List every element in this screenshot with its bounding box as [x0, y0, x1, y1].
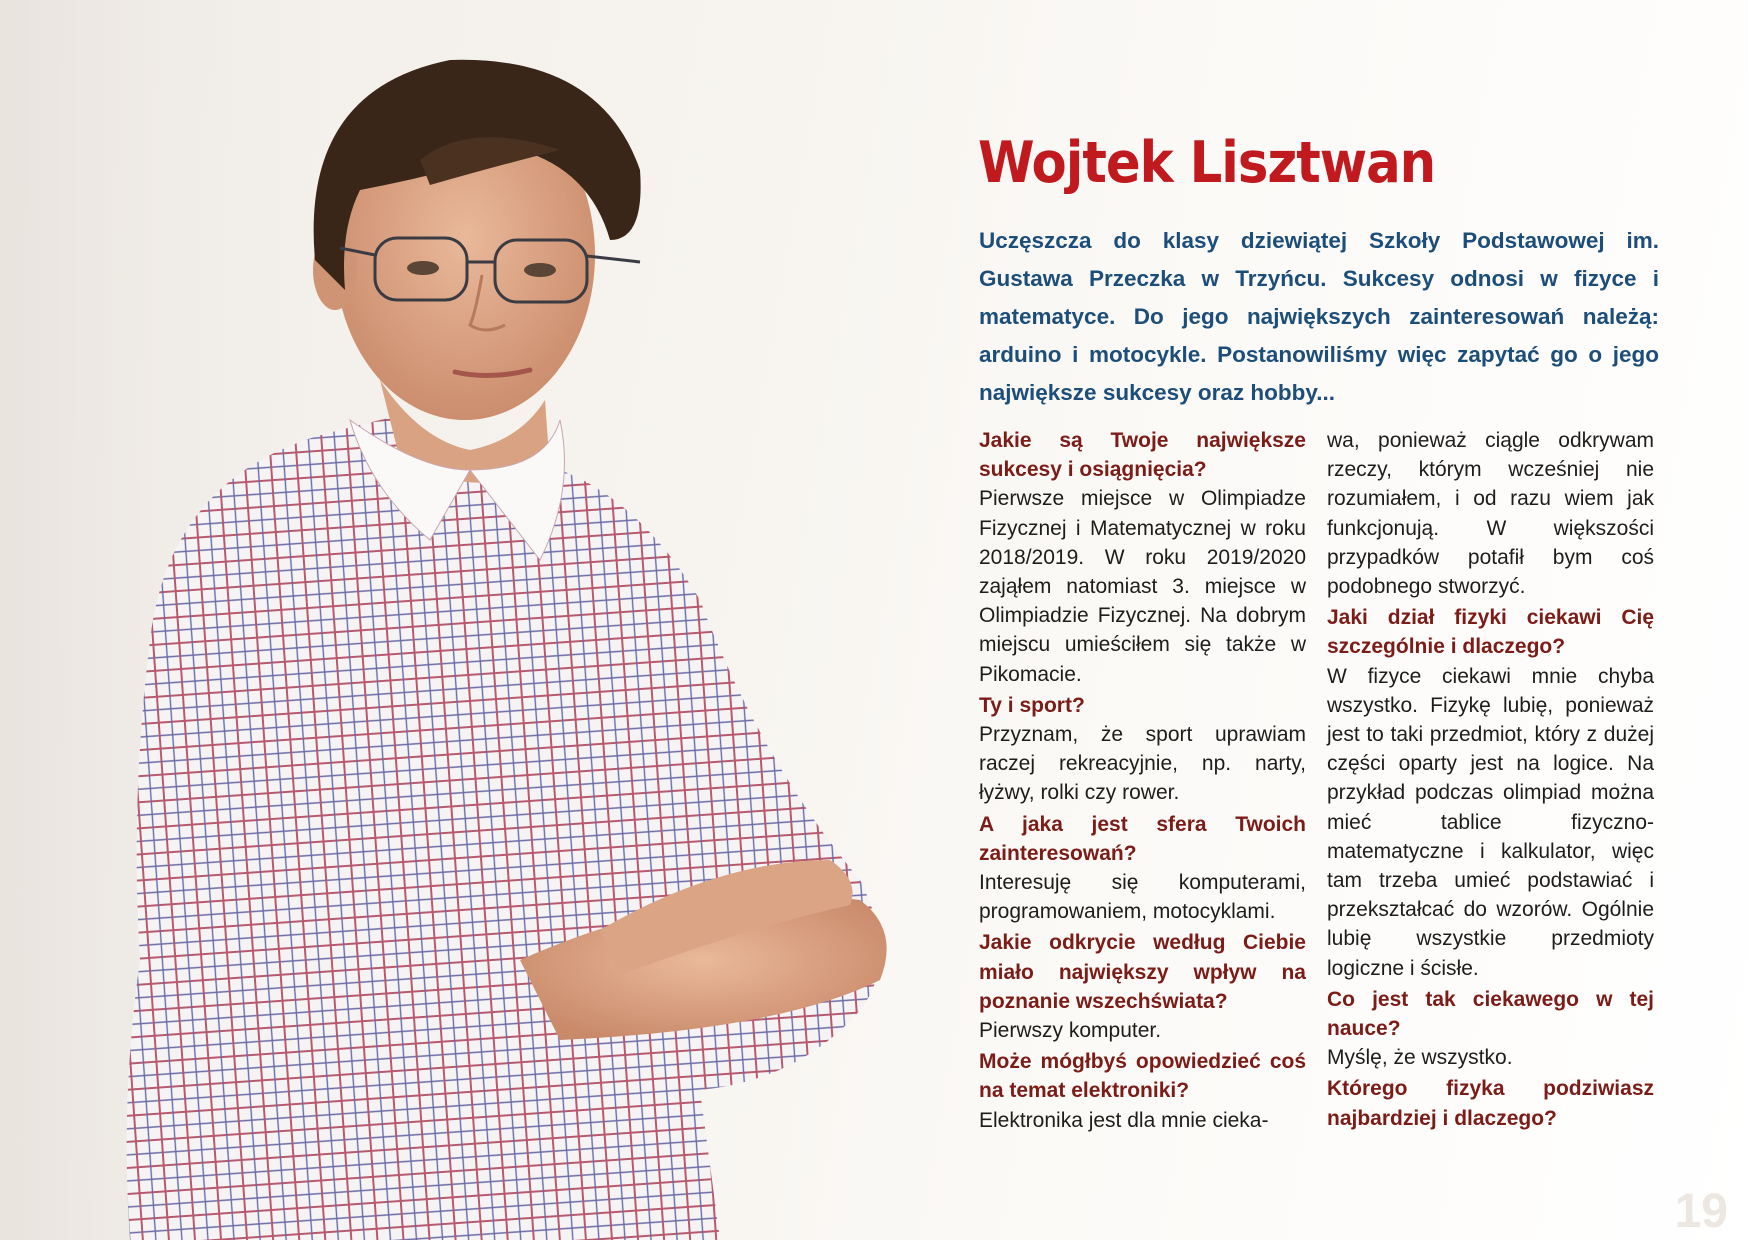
- interview-column-left: [979, 426, 1306, 1137]
- interview-question: Jakie są Twoje największe sukcesy i osiągnięcia?: [979, 429, 1306, 482]
- interview-answer: Myślę, że wszystko.: [1327, 1046, 1513, 1070]
- interview-answer: wa, ponieważ ciągle odkrywam rzeczy, którym wcześniej nie rozumiałem, i od razu wiem jak funkcjonują. W większości przypadków potafił bym coś podobnego stworzyć.: [1327, 429, 1654, 599]
- interview-answer: Pierwszy komputer.: [979, 1019, 1162, 1043]
- interview-question: Którego fizyka podziwiasz najbardziej i dlaczego?: [1327, 1077, 1654, 1130]
- interview-answer: Pierwsze miejsce w Olimpiadze Fizycznej i Matematycznej w roku 2018/2019. W roku 2019/2020 zająłem natomiast 3. miejsce w Olimpiadzie Fizycznej. Na dobrym miejscu umieściłem się także w Pikomacie.: [979, 487, 1306, 686]
- interview-question: Jaki dział fizyki ciekawi Cię szczególnie i dlaczego?: [1327, 606, 1654, 659]
- interview-answer: W fizyce ciekawi mnie chyba wszystko. Fizykę lubię, ponieważ jest to taki przedmiot, który z dużej części oparty jest na logice. Na przykład podczas olimpiad można mieć tablice fizyczno-matematyczne i kalkulator, więc tam trzeba umieć podstawiać i przekształcać do wzorów. Ogólnie lubię wszystkie przedmioty logiczne i ścisłe.: [1327, 664, 1654, 980]
- interview-answer: Elektronika jest dla mnie cieka-: [979, 1108, 1269, 1132]
- interview-question: Co jest tak ciekawego w tej nauce?: [1327, 987, 1654, 1041]
- article-lead: Uczęszcza do klasy dziewiątej Szkoły Podstawowej im. Gustawa Przeczka w Trzyńcu. Sukcesy odnosi w fizyce i matematyce. Do jego największych zainteresowań należą: arduino i motocykle. Postanowiliśmy więc zapytać go o jego największe sukcesy oraz hobby...: [979, 228, 1659, 405]
- page-number: 19: [1674, 1185, 1728, 1238]
- article-title: Wojtek Lisztwan: [978, 130, 1436, 196]
- interview-answer: Interesuję się komputerami, programowaniem, motocyklami.: [979, 871, 1306, 924]
- interview-column-right: [1327, 426, 1654, 1133]
- interview-question: Jakie odkrycie według Ciebie miało największy wpływ na poznanie wszechświata?: [979, 931, 1306, 1013]
- interview-question: Ty i sport?: [979, 693, 1085, 717]
- interview-answer: Przyznam, że sport uprawiam raczej rekreacyjnie, np. narty, łyżwy, rolki czy rower.: [979, 723, 1306, 805]
- interview-question: A jaka jest sfera Twoich zainteresowań?: [979, 812, 1306, 865]
- interview-question: Może mógłbyś opowiedzieć coś na temat elektroniki?: [979, 1050, 1306, 1103]
